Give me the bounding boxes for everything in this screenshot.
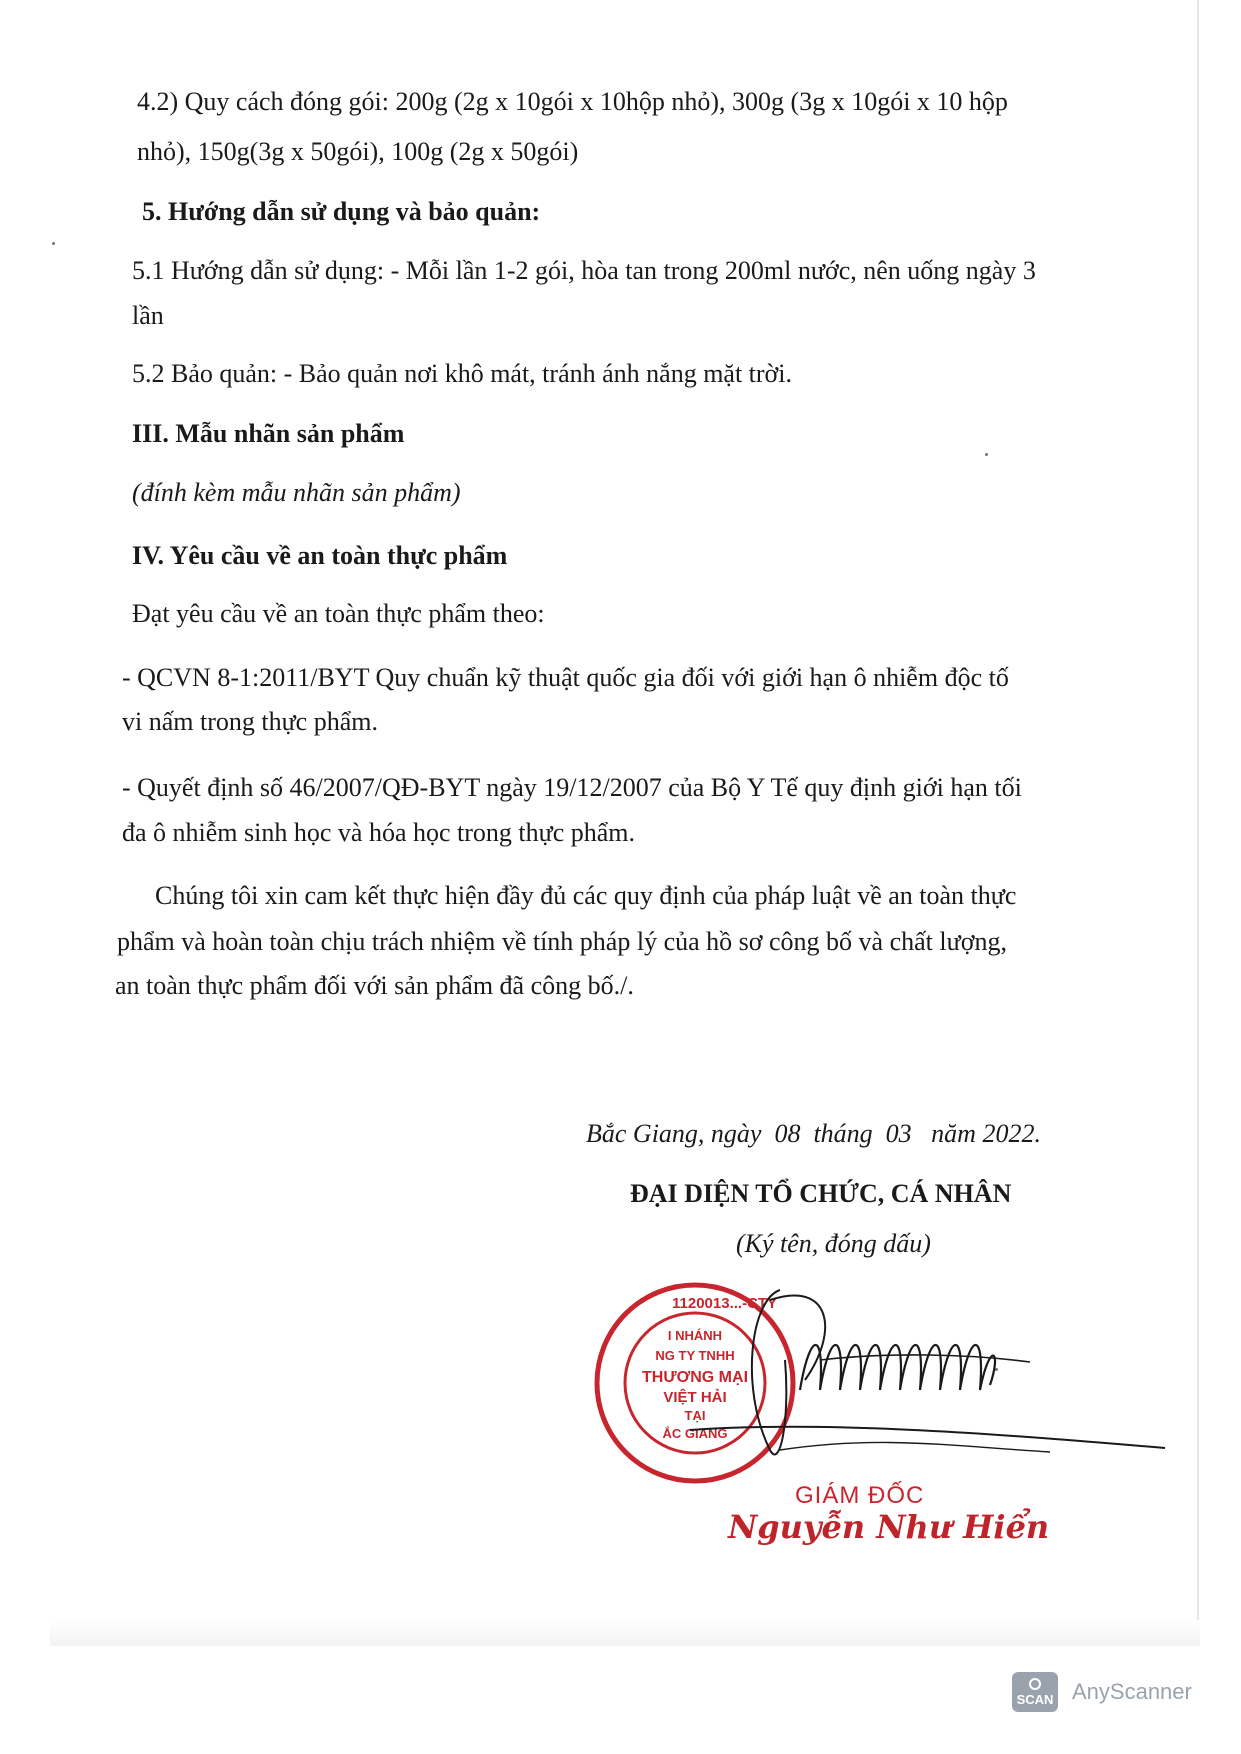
stamp-line-5: TẠI [684, 1408, 706, 1423]
place-date: Bắc Giang, ngày 08 tháng 03 năm 2022. [586, 1119, 1041, 1148]
commitment-line-1: Chúng tôi xin cam kết thực hiện đầy đủ các quy định của pháp luật về an toàn thực [155, 881, 1017, 910]
label-attachment-note: (đính kèm mẫu nhãn sản phẩm) [132, 478, 461, 507]
packaging-line-2: nhỏ), 150g(3g x 50gói), 100g (2g x 50gói) [137, 137, 579, 166]
section-5-heading: 5. Hướng dẫn sử dụng và bảo quản: [142, 197, 541, 226]
scan-speck [985, 453, 988, 456]
representative-heading: ĐẠI DIỆN TỔ CHỨC, CÁ NHÂN [630, 1179, 1012, 1208]
usage-line-1: 5.1 Hướng dẫn sử dụng: - Mỗi lần 1-2 gói, hòa tan trong 200ml nước, nên uống ngày 3 [132, 256, 1036, 285]
scan-icon-label: SCAN [1016, 1692, 1054, 1707]
scanner-watermark [1012, 1672, 1192, 1712]
stamp-line-6: ẮC GIANG [662, 1426, 728, 1441]
director-title: GIÁM ĐỐC [795, 1482, 925, 1509]
stamp-top-text: 1120013...-CTY [672, 1295, 778, 1312]
safety-intro: Đạt yêu cầu về an toàn thực phẩm theo: [132, 599, 545, 628]
section-3-heading: III. Mẫu nhãn sản phẩm [132, 419, 405, 448]
stamp-line-4: VIỆT HẢI [663, 1389, 727, 1406]
sign-note: (Ký tên, đóng dấu) [736, 1229, 931, 1258]
commitment-line-3: an toàn thực phẩm đối với sản phẩm đã công bố./. [115, 971, 634, 1000]
scan-icon [1012, 1672, 1058, 1712]
commitment-line-2: phẩm và hoàn toàn chịu trách nhiệm về tính pháp lý của hồ sơ công bố và chất lượng, [117, 927, 1007, 956]
scan-edge-right [1197, 0, 1199, 1640]
director-name: Nguyễn Như Hiển [728, 1508, 1050, 1546]
section-4-heading: IV. Yêu cầu về an toàn thực phẩm [132, 541, 508, 570]
handwritten-signature [630, 1270, 1190, 1480]
regulation-1-line-1: - QCVN 8-1:2011/BYT Quy chuẩn kỹ thuật quốc gia đối với giới hạn ô nhiễm độc tố [122, 663, 1009, 692]
scan-edge-bottom [50, 1620, 1200, 1646]
stamp-line-3: THƯƠNG MẠI [641, 1369, 749, 1386]
regulation-2-line-1: - Quyết định số 46/2007/QĐ-BYT ngày 19/12/2007 của Bộ Y Tế quy định giới hạn tối [122, 773, 1022, 802]
stamp-line-2: NG TY TNHH [655, 1348, 735, 1363]
scan-speck [52, 242, 55, 245]
regulation-1-line-2: vi nấm trong thực phẩm. [122, 707, 378, 736]
usage-line-2: lần [132, 301, 164, 330]
regulation-2-line-2: đa ô nhiễm sinh học và hóa học trong thực phẩm. [122, 818, 636, 847]
storage-line: 5.2 Bảo quản: - Bảo quản nơi khô mát, tránh ánh nắng mặt trời. [132, 359, 793, 388]
packaging-line-1: 4.2) Quy cách đóng gói: 200g (2g x 10gói x 10hộp nhỏ), 300g (3g x 10gói x 10 hộp [137, 87, 1008, 116]
scanner-brand: AnyScanner [1072, 1679, 1192, 1704]
stamp-line-1: I NHÁNH [667, 1328, 723, 1343]
